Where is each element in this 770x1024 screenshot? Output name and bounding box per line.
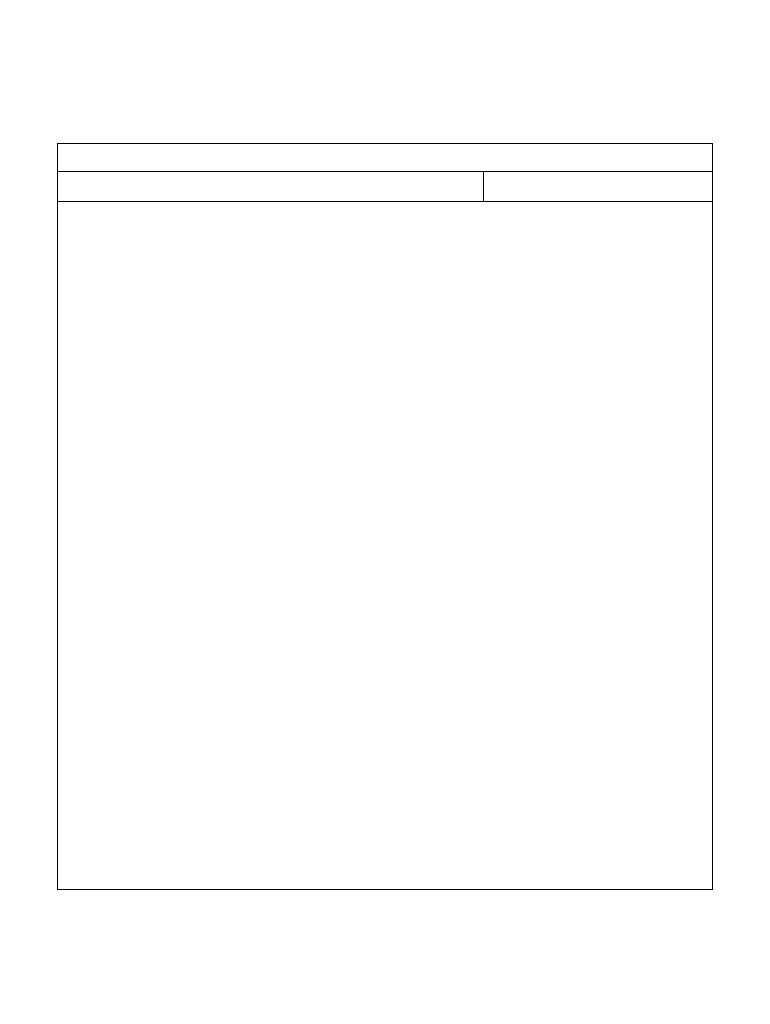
market-value-header — [484, 172, 712, 202]
assets-header — [58, 172, 484, 202]
assets-liabilities-table — [57, 143, 713, 890]
table-intro — [58, 144, 712, 172]
